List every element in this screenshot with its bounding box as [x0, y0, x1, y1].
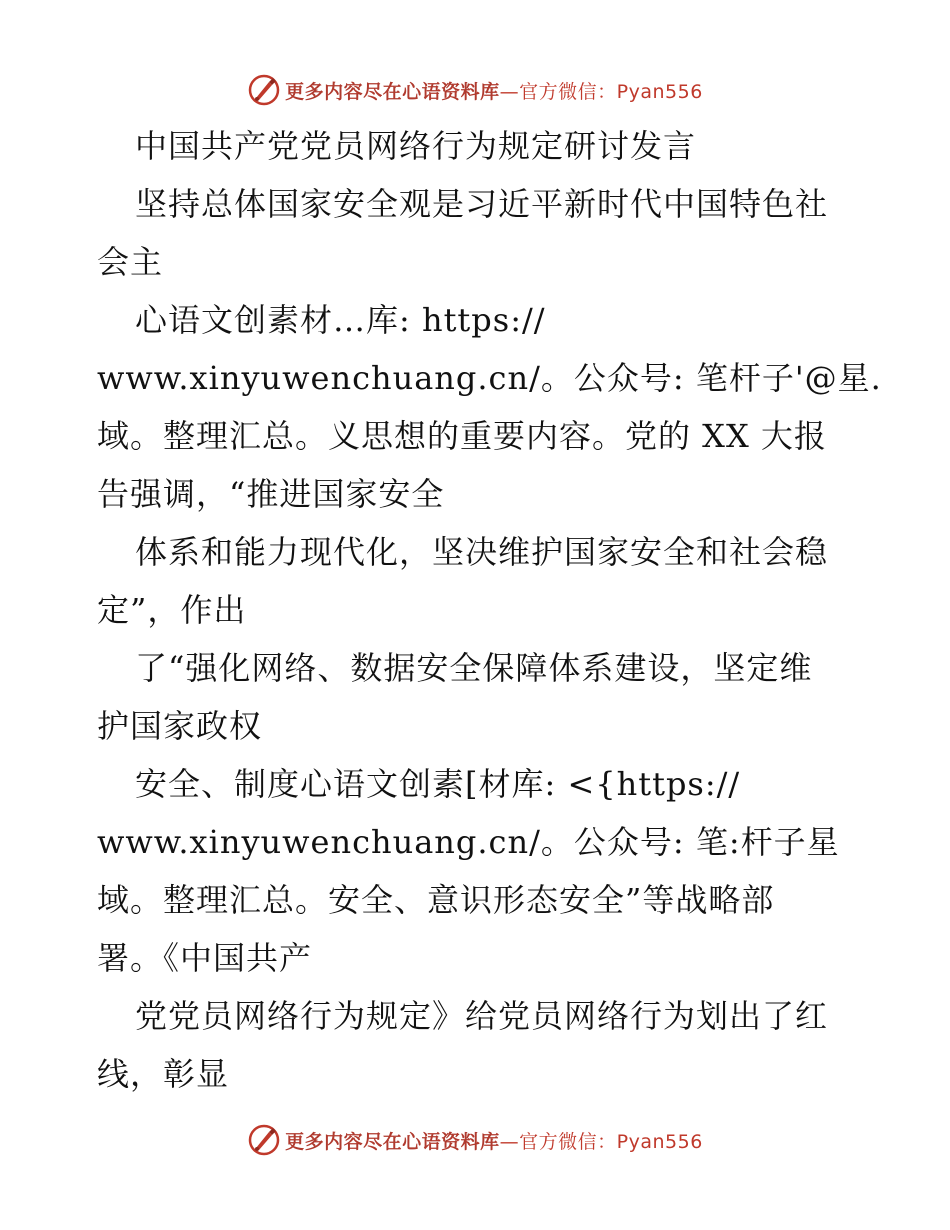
text-line: 定”，作出: [97, 591, 247, 629]
text-line: 会主: [97, 243, 164, 281]
watermark-contact: 官方微信：Pyan556: [519, 80, 703, 103]
text-line: 中国共产党党员网络行为规定研讨发言: [135, 127, 697, 165]
text-line: 线，彰显: [97, 1055, 230, 1093]
text-line: 党党员网络行为规定》给党员网络行为划出了红: [135, 997, 829, 1035]
quill-pen-seal-icon: [247, 73, 281, 107]
watermark-dash: —: [499, 80, 520, 103]
text-line: 护国家政权: [97, 707, 263, 745]
watermark-footer: [0, 1118, 950, 1162]
quill-pen-seal-icon: [247, 1123, 281, 1157]
watermark-dash: —: [499, 1130, 520, 1153]
text-line: 告强调，“推进国家安全: [97, 475, 445, 513]
text-line: 心语文创素材…库: https://: [135, 301, 546, 339]
watermark-header: [0, 68, 950, 112]
text-line: 安全、制度心语文创素[材库: <{https://: [135, 765, 741, 803]
text-line: 署。《中国共产: [97, 939, 313, 977]
text-line: 坚持总体国家安全观是习近平新时代中国特色社: [135, 185, 829, 223]
text-line: 域。整理汇总。义思想的重要内容。党的 XX 大报: [97, 417, 827, 455]
text-line: 域。整理汇总。安全、意识形态安全”等战略部: [97, 881, 775, 919]
text-line: www.xinyuwenchuang.cn/。公众号: 笔:杆子星: [97, 823, 840, 861]
document-body: [97, 117, 882, 1103]
text-line: www.xinyuwenchuang.cn/。公众号: 笔杆子'@星.: [97, 359, 882, 397]
text-line: 了“强化网络、数据安全保障体系建设，坚定维: [135, 649, 813, 687]
watermark-main-text: 更多内容尽在心语资料库: [285, 80, 500, 103]
watermark-main-text: 更多内容尽在心语资料库: [285, 1130, 500, 1153]
text-line: 体系和能力现代化，坚决维护国家安全和社会稳: [135, 533, 829, 571]
watermark-contact: 官方微信：Pyan556: [519, 1130, 703, 1153]
